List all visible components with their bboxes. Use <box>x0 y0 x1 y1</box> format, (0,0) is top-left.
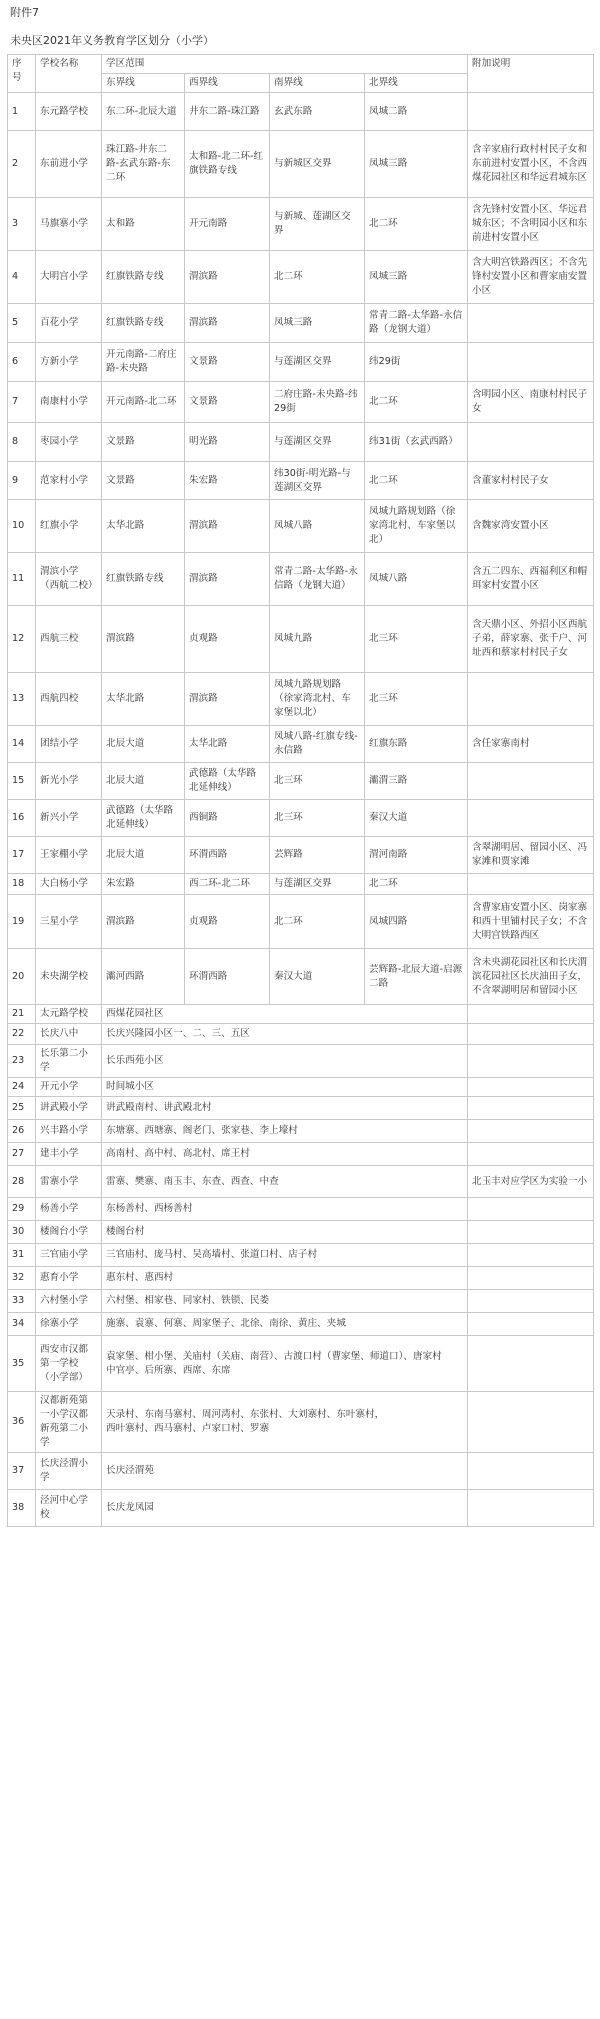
district-range: 施寨、袁寨、何寨、周家堡子、北徐、南徐、黄庄、夹城 <box>102 1313 468 1336</box>
additional-note: 含翠湖明居、留园小区、冯家滩和贾家滩 <box>468 837 594 874</box>
table-row <box>8 343 594 382</box>
east-boundary: 北辰大道 <box>102 726 185 763</box>
west-boundary: 开元南路 <box>185 198 270 251</box>
row-number: 30 <box>8 1221 36 1244</box>
south-boundary: 与莲湖区交界 <box>270 423 365 462</box>
additional-note: 含天鼎小区、外招小区西航子弟，薛家寨、张千户、河址西和蔡家村村民子女 <box>468 606 594 673</box>
header-west: 西界线 <box>185 74 270 93</box>
table-row <box>8 1045 594 1078</box>
additional-note: 含五二四东、西福利区和帽珥家村安置小区 <box>468 553 594 606</box>
school-name: 长庆泾渭小学 <box>36 1453 102 1490</box>
table-row <box>8 1290 594 1313</box>
north-boundary: 凤城三路 <box>365 131 468 198</box>
row-number: 4 <box>8 251 36 304</box>
additional-note <box>468 1005 594 1024</box>
school-name: 方新小学 <box>36 343 102 382</box>
table-row <box>8 1143 594 1166</box>
row-number: 29 <box>8 1198 36 1221</box>
row-number: 7 <box>8 382 36 423</box>
table-row <box>8 382 594 423</box>
north-boundary: 北二环 <box>365 382 468 423</box>
district-range: 高南村、高中村、高北村、席王村 <box>102 1143 468 1166</box>
north-boundary: 北二环 <box>365 874 468 895</box>
additional-note: 含董家村村民子女 <box>468 462 594 500</box>
district-range: 天录村、东南马寨村、周河湾村、东张村、大刘寨村、东叶寨村， 西叶寨村、西马寨村、卢家口村、罗寨 <box>102 1392 468 1453</box>
school-name: 太元路学校 <box>36 1005 102 1024</box>
south-boundary: 北二环 <box>270 895 365 949</box>
school-name: 新兴小学 <box>36 800 102 837</box>
row-number: 17 <box>8 837 36 874</box>
school-name: 泾河中心学校 <box>36 1490 102 1527</box>
row-number: 32 <box>8 1267 36 1290</box>
north-boundary: 芸辉路-北辰大道-启源二路 <box>365 949 468 1005</box>
row-number: 20 <box>8 949 36 1005</box>
row-number: 26 <box>8 1120 36 1143</box>
south-boundary: 北三环 <box>270 800 365 837</box>
table-row <box>8 1313 594 1336</box>
row-number: 1 <box>8 93 36 131</box>
school-name: 新光小学 <box>36 763 102 800</box>
school-name: 东元路学校 <box>36 93 102 131</box>
north-boundary: 北二环 <box>365 198 468 251</box>
east-boundary: 渭滨路 <box>102 895 185 949</box>
district-range: 东杨善村、西杨善村 <box>102 1198 468 1221</box>
east-boundary: 文景路 <box>102 462 185 500</box>
north-boundary: 纬29街 <box>365 343 468 382</box>
school-name: 六村堡小学 <box>36 1290 102 1313</box>
table-row <box>8 1198 594 1221</box>
table-row <box>8 251 594 304</box>
west-boundary: 渭滨路 <box>185 553 270 606</box>
east-boundary: 文景路 <box>102 423 185 462</box>
east-boundary: 太和路 <box>102 198 185 251</box>
school-name: 建丰小学 <box>36 1143 102 1166</box>
school-name: 范家村小学 <box>36 462 102 500</box>
west-boundary: 明光路 <box>185 423 270 462</box>
west-boundary: 西二环-北二环 <box>185 874 270 895</box>
row-number: 6 <box>8 343 36 382</box>
header-east: 东界线 <box>102 74 185 93</box>
additional-note: 含明园小区、南康村村民子女 <box>468 382 594 423</box>
school-district-table <box>7 54 594 1527</box>
additional-note <box>468 763 594 800</box>
additional-note: 含辛家庙行政村村民子女和东前进村安置小区，不含西煤花园社区和华远君城东区 <box>468 131 594 198</box>
additional-note <box>468 1453 594 1490</box>
north-boundary: 凤城三路 <box>365 251 468 304</box>
additional-note <box>468 1045 594 1078</box>
district-range: 讲武殿南村、讲武殿北村 <box>102 1097 468 1120</box>
additional-note <box>468 1490 594 1527</box>
row-number: 12 <box>8 606 36 673</box>
table-row <box>8 1005 594 1024</box>
table-row <box>8 1221 594 1244</box>
south-boundary: 北二环 <box>270 251 365 304</box>
north-boundary: 红旗东路 <box>365 726 468 763</box>
north-boundary: 秦汉大道 <box>365 800 468 837</box>
district-range: 东塘寨、西塘寨、阁老门、张家巷、李上壕村 <box>102 1120 468 1143</box>
row-number: 15 <box>8 763 36 800</box>
additional-note: 含任家寨南村 <box>468 726 594 763</box>
table-row <box>8 1244 594 1267</box>
row-number: 21 <box>8 1005 36 1024</box>
additional-note <box>468 1198 594 1221</box>
row-number: 33 <box>8 1290 36 1313</box>
table-row <box>8 423 594 462</box>
row-number: 18 <box>8 874 36 895</box>
school-name: 雷寨小学 <box>36 1166 102 1198</box>
school-name: 长庆八中 <box>36 1024 102 1045</box>
east-boundary: 开元南路-北二环 <box>102 382 185 423</box>
district-range: 长庆兴隆园小区一、二、三、五区 <box>102 1024 468 1045</box>
school-name: 未央湖学校 <box>36 949 102 1005</box>
north-boundary: 凤城四路 <box>365 895 468 949</box>
east-boundary: 珠江路-井东二路-玄武东路-东二环 <box>102 131 185 198</box>
header-south: 南界线 <box>270 74 365 93</box>
south-boundary: 纬30街-明光路-与莲湖区交界 <box>270 462 365 500</box>
school-name: 讲武殿小学 <box>36 1097 102 1120</box>
table-row <box>8 131 594 198</box>
table-row <box>8 800 594 837</box>
additional-note <box>468 1024 594 1045</box>
north-boundary: 北三环 <box>365 673 468 726</box>
doc-header <box>0 0 600 46</box>
school-name: 兴丰路小学 <box>36 1120 102 1143</box>
table-row <box>8 500 594 553</box>
east-boundary: 北辰大道 <box>102 763 185 800</box>
district-range: 长庆龙凤园 <box>102 1490 468 1527</box>
row-number: 31 <box>8 1244 36 1267</box>
row-number: 8 <box>8 423 36 462</box>
table-row <box>8 874 594 895</box>
north-boundary: 北三环 <box>365 606 468 673</box>
school-name: 汉都新苑第一小学汉都新苑第二小学 <box>36 1392 102 1453</box>
school-name: 团结小学 <box>36 726 102 763</box>
north-boundary: 北二环 <box>365 462 468 500</box>
row-number: 10 <box>8 500 36 553</box>
additional-note <box>468 1097 594 1120</box>
school-name: 渭滨小学（西航二校） <box>36 553 102 606</box>
additional-note <box>468 1078 594 1097</box>
row-number: 25 <box>8 1097 36 1120</box>
south-boundary: 北三环 <box>270 763 365 800</box>
district-range: 西煤花园社区 <box>102 1005 468 1024</box>
table-row <box>8 1490 594 1527</box>
row-number: 5 <box>8 304 36 343</box>
additional-note <box>468 1244 594 1267</box>
south-boundary: 二府庄路-未央路-纬29街 <box>270 382 365 423</box>
school-name: 大白杨小学 <box>36 874 102 895</box>
east-boundary: 红旗铁路专线 <box>102 553 185 606</box>
north-boundary: 灞渭三路 <box>365 763 468 800</box>
header-north: 北界线 <box>365 74 468 93</box>
south-boundary: 芸辉路 <box>270 837 365 874</box>
table-row <box>8 949 594 1005</box>
table-row <box>8 93 594 131</box>
south-boundary: 与新城区交界 <box>270 131 365 198</box>
north-boundary: 凤城八路 <box>365 553 468 606</box>
district-range: 三官庙村、庞马村、吴高墙村、张道口村、店子村 <box>102 1244 468 1267</box>
school-name: 东前进小学 <box>36 131 102 198</box>
row-number: 3 <box>8 198 36 251</box>
west-boundary: 井东二路-珠江路 <box>185 93 270 131</box>
district-range: 袁家堡、柑小堡、关庙村（关庙、南营）、古渡口村（曹家堡、师道口）、唐家村 中官亭、后所寨、西席、东席 <box>102 1336 468 1392</box>
row-number: 14 <box>8 726 36 763</box>
additional-note: 北玉丰对应学区为实验一小 <box>468 1166 594 1198</box>
table-row <box>8 763 594 800</box>
south-boundary: 与新城、莲湖区交界 <box>270 198 365 251</box>
school-name: 三星小学 <box>36 895 102 949</box>
table-row <box>8 1166 594 1198</box>
west-boundary: 贞观路 <box>185 895 270 949</box>
additional-note: 含先锋村安置小区、华远君城东区；不含明园小区和东前进村安置小区 <box>468 198 594 251</box>
row-number: 16 <box>8 800 36 837</box>
row-number: 28 <box>8 1166 36 1198</box>
table-row <box>8 895 594 949</box>
school-name: 西航三校 <box>36 606 102 673</box>
additional-note <box>468 673 594 726</box>
school-name: 徐寨小学 <box>36 1313 102 1336</box>
school-name: 红旗小学 <box>36 500 102 553</box>
additional-note <box>468 1267 594 1290</box>
doc-title: 未央区2021年义务教育学区划分（小学） <box>10 34 214 47</box>
table-row <box>8 837 594 874</box>
row-number: 19 <box>8 895 36 949</box>
school-name: 惠育小学 <box>36 1267 102 1290</box>
additional-note <box>468 874 594 895</box>
table-row <box>8 1078 594 1097</box>
west-boundary: 渭滨路 <box>185 304 270 343</box>
table-row <box>8 198 594 251</box>
table-row <box>8 606 594 673</box>
table-row <box>8 304 594 343</box>
school-name: 王家棚小学 <box>36 837 102 874</box>
header-range: 学区范围 <box>102 55 468 74</box>
row-number: 27 <box>8 1143 36 1166</box>
row-number: 2 <box>8 131 36 198</box>
school-name: 大明宫小学 <box>36 251 102 304</box>
header-note: 附加说明 <box>468 55 594 93</box>
south-boundary: 玄武东路 <box>270 93 365 131</box>
south-boundary: 凤城九路 <box>270 606 365 673</box>
table-row <box>8 1392 594 1453</box>
row-number: 9 <box>8 462 36 500</box>
district-range: 长庆泾渭苑 <box>102 1453 468 1490</box>
school-name: 杨善小学 <box>36 1198 102 1221</box>
additional-note: 含曹家庙安置小区、岗家寨和西十里铺村民子女；不含大明宫铁路西区 <box>468 895 594 949</box>
district-range: 雷寨、樊寨、南玉丰、东查、西查、中查 <box>102 1166 468 1198</box>
north-boundary: 纬31街（玄武西路） <box>365 423 468 462</box>
district-range: 时间城小区 <box>102 1078 468 1097</box>
district-range: 惠东村、惠西村 <box>102 1267 468 1290</box>
attachment-label: 附件7 <box>10 6 39 19</box>
east-boundary: 红旗铁路专线 <box>102 304 185 343</box>
additional-note <box>468 93 594 131</box>
west-boundary: 朱宏路 <box>185 462 270 500</box>
table-row <box>8 1024 594 1045</box>
additional-note <box>468 1336 594 1392</box>
table-row <box>8 1267 594 1290</box>
table-row <box>8 1120 594 1143</box>
row-number: 35 <box>8 1336 36 1392</box>
header-no: 序号 <box>8 55 36 93</box>
table-row <box>8 1453 594 1490</box>
west-boundary: 文景路 <box>185 382 270 423</box>
school-name: 枣园小学 <box>36 423 102 462</box>
additional-note: 含未央湖花园社区和长庆渭滨花园社区长庆油田子女，不含翠湖明居和留园小区 <box>468 949 594 1005</box>
north-boundary: 常青二路-太华路-永信路（龙钢大道） <box>365 304 468 343</box>
east-boundary: 朱宏路 <box>102 874 185 895</box>
north-boundary: 凤城二路 <box>365 93 468 131</box>
district-range: 长乐西苑小区 <box>102 1045 468 1078</box>
additional-note <box>468 1221 594 1244</box>
east-boundary: 武德路（太华路北延伸线） <box>102 800 185 837</box>
table-row <box>8 553 594 606</box>
additional-note <box>468 1120 594 1143</box>
south-boundary: 凤城八路 <box>270 500 365 553</box>
additional-note <box>468 800 594 837</box>
west-boundary: 太华北路 <box>185 726 270 763</box>
row-number: 24 <box>8 1078 36 1097</box>
additional-note <box>468 1313 594 1336</box>
additional-note <box>468 1290 594 1313</box>
row-number: 38 <box>8 1490 36 1527</box>
row-number: 22 <box>8 1024 36 1045</box>
school-name: 西航四校 <box>36 673 102 726</box>
additional-note: 含魏家湾安置小区 <box>468 500 594 553</box>
district-range: 六村堡、相家巷、同家村、铁锁、民娄 <box>102 1290 468 1313</box>
south-boundary: 与莲湖区交界 <box>270 343 365 382</box>
school-name: 开元小学 <box>36 1078 102 1097</box>
north-boundary: 凤城九路规划路（徐家湾北村、车家堡以北） <box>365 500 468 553</box>
school-name: 马旗寨小学 <box>36 198 102 251</box>
west-boundary: 太和路-北二环-红旗铁路专线 <box>185 131 270 198</box>
west-boundary: 西铜路 <box>185 800 270 837</box>
additional-note <box>468 343 594 382</box>
west-boundary: 贞观路 <box>185 606 270 673</box>
additional-note: 含大明宫铁路西区；不含先锋村安置小区和曹家庙安置小区 <box>468 251 594 304</box>
table-row <box>8 673 594 726</box>
row-number: 37 <box>8 1453 36 1490</box>
table-row <box>8 1097 594 1120</box>
east-boundary: 东二环-北辰大道 <box>102 93 185 131</box>
district-range: 楼阁台村 <box>102 1221 468 1244</box>
row-number: 34 <box>8 1313 36 1336</box>
south-boundary: 与莲湖区交界 <box>270 874 365 895</box>
header-school: 学校名称 <box>36 55 102 93</box>
row-number: 36 <box>8 1392 36 1453</box>
school-name: 楼阁台小学 <box>36 1221 102 1244</box>
additional-note <box>468 304 594 343</box>
school-name: 百花小学 <box>36 304 102 343</box>
east-boundary: 北辰大道 <box>102 837 185 874</box>
south-boundary: 凤城八路-红旗专线-永信路 <box>270 726 365 763</box>
west-boundary: 渭滨路 <box>185 673 270 726</box>
west-boundary: 环渭西路 <box>185 837 270 874</box>
west-boundary: 武德路（太华路北延伸线） <box>185 763 270 800</box>
south-boundary: 常青二路-太华路-永信路（龙钢大道） <box>270 553 365 606</box>
school-name: 西安市汉都第一学校（小学部） <box>36 1336 102 1392</box>
north-boundary: 渭河南路 <box>365 837 468 874</box>
south-boundary: 凤城三路 <box>270 304 365 343</box>
additional-note <box>468 423 594 462</box>
south-boundary: 凤城九路规划路（徐家湾北村、车家堡以北） <box>270 673 365 726</box>
school-name: 长乐第二小学 <box>36 1045 102 1078</box>
east-boundary: 灞河西路 <box>102 949 185 1005</box>
east-boundary: 太华北路 <box>102 673 185 726</box>
table-row <box>8 726 594 763</box>
school-name: 南康村小学 <box>36 382 102 423</box>
east-boundary: 渭滨路 <box>102 606 185 673</box>
west-boundary: 环渭西路 <box>185 949 270 1005</box>
west-boundary: 渭滨路 <box>185 251 270 304</box>
additional-note <box>468 1392 594 1453</box>
table-row <box>8 1336 594 1392</box>
east-boundary: 太华北路 <box>102 500 185 553</box>
west-boundary: 渭滨路 <box>185 500 270 553</box>
east-boundary: 开元南路-二府庄路-未央路 <box>102 343 185 382</box>
school-name: 三官庙小学 <box>36 1244 102 1267</box>
south-boundary: 秦汉大道 <box>270 949 365 1005</box>
row-number: 23 <box>8 1045 36 1078</box>
west-boundary: 文景路 <box>185 343 270 382</box>
row-number: 11 <box>8 553 36 606</box>
row-number: 13 <box>8 673 36 726</box>
table-row <box>8 462 594 500</box>
additional-note <box>468 1143 594 1166</box>
east-boundary: 红旗铁路专线 <box>102 251 185 304</box>
